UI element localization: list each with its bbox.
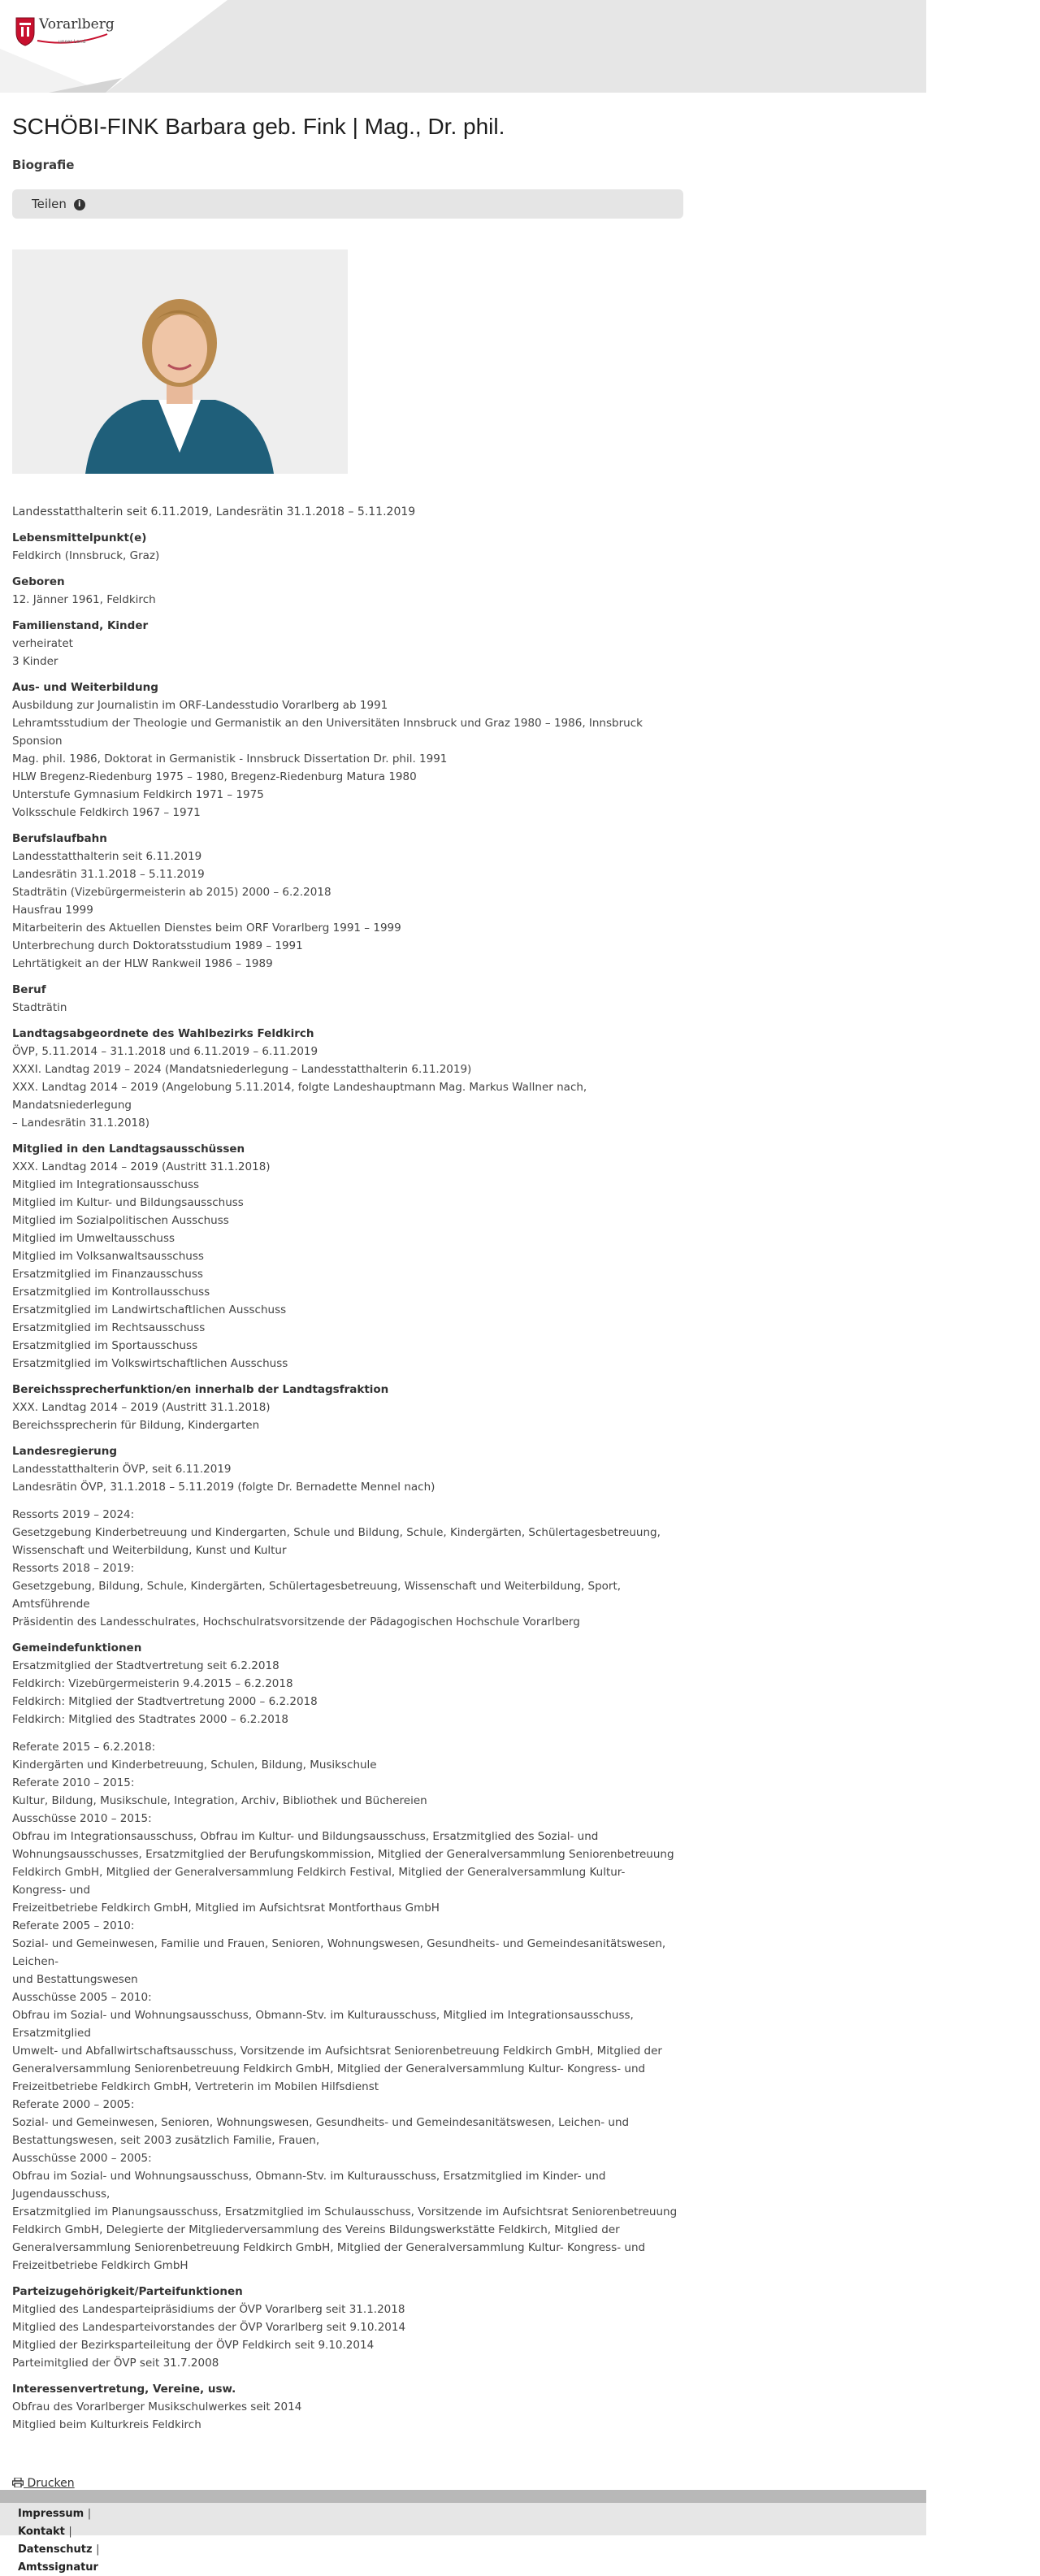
bio-section — [12, 573, 678, 609]
section-line: Ersatzmitglied im Sportausschuss — [12, 1339, 198, 1352]
ressort-line: Gesetzgebung, Bildung, Schule, Kindergärten, Schülertagesbetreuung, Wissenschaft und Weiterbildung, Sport, Amtsführende — [12, 1580, 622, 1611]
referat-line: Ausschüsse 2005 – 2010: — [12, 1991, 152, 2004]
section-line: – Landesrätin 31.1.2018) — [12, 1117, 150, 1130]
footer-links — [18, 2505, 100, 2576]
section-line: Unterbrechung durch Doktoratsstudium 1989 – 1991 — [12, 939, 303, 952]
site-header — [0, 0, 926, 93]
section-line: HLW Bregenz-Riedenburg 1975 – 1980, Bregenz-Riedenburg Matura 1980 — [12, 770, 417, 783]
section-line: XXXI. Landtag 2019 – 2024 (Mandatsniederlegung – Landesstatthalterin 6.11.2019) — [12, 1063, 472, 1076]
referat-line: Feldkirch GmbH, Delegierte der Mitgliederversammlung des Vereins Bildungswerkstätte Feldkirch, Mitglied der — [12, 2223, 620, 2236]
section-line: Mitarbeiterin des Aktuellen Dienstes beim ORF Vorarlberg 1991 – 1999 — [12, 922, 401, 935]
biography-text — [12, 503, 678, 2434]
section-line: Parteimitglied der ÖVP seit 31.7.2008 — [12, 2357, 219, 2370]
bio-section — [12, 617, 678, 670]
section-line: XXX. Landtag 2014 – 2019 (Austritt 31.1.2018) — [12, 1401, 271, 1414]
footer-link-amtssignatur[interactable]: Amtssignatur — [18, 2561, 98, 2574]
bio-section — [12, 1025, 678, 1132]
main-content — [12, 93, 678, 2492]
print-label: Drucken — [27, 2477, 75, 2490]
section-line: Mag. phil. 1986, Doktorat in Germanistik - Innsbruck Dissertation Dr. phil. 1991 — [12, 752, 448, 765]
section-heading: Aus- und Weiterbildung — [12, 681, 158, 694]
referat-line: Wohnungsausschusses, Ersatzmitglied der Berufungskommission, Mitglied der Generalversammlung Seniorenbetreuung — [12, 1848, 674, 1861]
referat-line: Sozial- und Gemeinwesen, Familie und Frauen, Senioren, Wohnungswesen, Gesundheits- und Gemeindesanitätswesen, Leichen- — [12, 1937, 666, 1968]
footer-link-kontakt[interactable]: Kontakt | — [18, 2526, 72, 2538]
referate-block — [12, 1738, 678, 2275]
referat-line: Obfrau im Sozial- und Wohnungsausschuss, Obmann-Stv. im Kulturausschuss, Mitglied im Integrationsausschuss, Ersatzmitglied — [12, 2009, 634, 2040]
section-line: Feldkirch: Mitglied der Stadtvertretung 2000 – 6.2.2018 — [12, 1695, 318, 1708]
section-line: Lehrtätigkeit an der HLW Rankweil 1986 – 1989 — [12, 957, 273, 970]
ressort-line: Gesetzgebung Kinderbetreuung und Kindergarten, Schule und Bildung, Schule, Kindergärten, Schülertagesbetreuung, — [12, 1526, 661, 1539]
section-line: Volksschule Feldkirch 1967 – 1971 — [12, 806, 201, 819]
page-subtitle: Biografie — [12, 158, 75, 172]
info-icon: i — [74, 199, 85, 210]
footer-link-impressum[interactable]: Impressum | — [18, 2508, 92, 2520]
referat-line: und Bestattungswesen — [12, 1973, 138, 1986]
printer-icon — [12, 2478, 24, 2487]
party-sections — [12, 2283, 678, 2434]
section-line: Ersatzmitglied der Stadtvertretung seit 6.2.2018 — [12, 1659, 280, 1672]
bio-section — [12, 2380, 678, 2434]
coat-of-arms-icon — [15, 15, 36, 47]
referat-line: Feldkirch GmbH, Mitglied der Generalversammlung Feldkirch Festival, Mitglied der Generalversammlung Kultur- Kongress- und — [12, 1866, 626, 1897]
section-line: Stadträtin — [12, 1001, 67, 1014]
section-line: Landesrätin 31.1.2018 – 5.11.2019 — [12, 868, 205, 881]
referat-line: Referate 2010 – 2015: — [12, 1776, 135, 1789]
page-title: SCHÖBI-FINK Barbara geb. Fink | Mag., Dr. phil. — [12, 114, 505, 139]
section-heading: Landtagsabgeordnete des Wahlbezirks Feldkirch — [12, 1027, 314, 1040]
section-heading: Lebensmittelpunkt(e) — [12, 531, 147, 544]
section-line: Bereichssprecherin für Bildung, Kindergarten — [12, 1419, 260, 1432]
referat-line: Freizeitbetriebe Feldkirch GmbH, Mitglied im Aufsichtsrat Montforthaus GmbH — [12, 1902, 440, 1915]
section-heading: Mitglied in den Landtagsausschüssen — [12, 1143, 245, 1156]
section-line: Ersatzmitglied im Finanzausschuss — [12, 1268, 203, 1281]
bio-section — [12, 981, 678, 1017]
section-line: Feldkirch (Innsbruck, Graz) — [12, 549, 160, 562]
ressort-line: Präsidentin des Landesschulrates, Hochschulratsvorsitzende der Pädagogischen Hochschule Vorarlberg — [12, 1615, 580, 1628]
section-line: Landesstatthalterin seit 6.11.2019 — [12, 850, 202, 863]
ressorts-block — [12, 1506, 678, 1631]
section-line: 3 Kinder — [12, 655, 58, 668]
bio-section — [12, 1442, 678, 1496]
bio-sections — [12, 529, 678, 1496]
bio-section — [12, 529, 678, 565]
referat-line: Umwelt- und Abfallwirtschaftsausschuss, Vorsitzende im Aufsichtsrat Seniorenbetreuung Feldkirch GmbH, Mitglied der — [12, 2045, 662, 2058]
section-line: Mitglied im Integrationsausschuss — [12, 1178, 200, 1191]
ressort-line: Wissenschaft und Weiterbildung, Kunst und Kultur — [12, 1544, 287, 1557]
section-line: Ersatzmitglied im Volkswirtschaftlichen Ausschuss — [12, 1357, 288, 1370]
bio-section — [12, 679, 678, 822]
section-line: Feldkirch: Vizebürgermeisterin 9.4.2015 – 6.2.2018 — [12, 1677, 293, 1690]
section-line: ÖVP, 5.11.2014 – 31.1.2018 und 6.11.2019 – 6.11.2019 — [12, 1045, 318, 1058]
site-footer — [0, 2503, 926, 2535]
section-heading: Bereichssprecherfunktion/en innerhalb der Landtagsfraktion — [12, 1383, 389, 1396]
referat-line: Generalversammlung Seniorenbetreuung Feldkirch GmbH, Mitglied der Generalversammlung Kultur- Kongress- und — [12, 2241, 646, 2254]
portrait-photo — [12, 249, 348, 474]
referat-line: Ausschüsse 2010 – 2015: — [12, 1812, 152, 1825]
section-line: Ersatzmitglied im Rechtsausschuss — [12, 1321, 206, 1334]
referat-line: Referate 2015 – 6.2.2018: — [12, 1741, 156, 1754]
section-line: Mitglied der Bezirksparteileitung der ÖVP Feldkirch seit 9.10.2014 — [12, 2339, 375, 2352]
section-line: Mitglied im Umweltausschuss — [12, 1232, 176, 1245]
referat-line: Ausschüsse 2000 – 2005: — [12, 2152, 152, 2165]
referat-line: Sozial- und Gemeinwesen, Senioren, Wohnungswesen, Gesundheits- und Gemeindesanitätswesen, Leichen- und — [12, 2116, 630, 2129]
portrait-illustration — [12, 249, 348, 474]
share-button[interactable] — [12, 189, 683, 219]
referat-line: Kindergärten und Kinderbetreuung, Schulen, Bildung, Musikschule — [12, 1759, 377, 1772]
referat-line: Referate 2000 – 2005: — [12, 2098, 135, 2111]
section-line: 12. Jänner 1961, Feldkirch — [12, 593, 156, 606]
header-decoration — [0, 0, 926, 93]
bio-section — [12, 1381, 678, 1434]
gemeinde-section — [12, 1639, 678, 1728]
section-line: XXX. Landtag 2014 – 2019 (Austritt 31.1.2018) — [12, 1160, 271, 1173]
ressort-line: Ressorts 2019 – 2024: — [12, 1508, 135, 1521]
section-heading: Landesregierung — [12, 1445, 117, 1458]
section-line: Mitglied beim Kulturkreis Feldkirch — [12, 2418, 202, 2431]
referat-line: Obfrau im Integrationsausschuss, Obfrau im Kultur- und Bildungsausschuss, Ersatzmitglied des Sozial- und — [12, 1830, 599, 1843]
vorarlberg-logo[interactable] — [11, 10, 115, 55]
referat-line: Bestattungswesen, seit 2003 zusätzlich Familie, Frauen, — [12, 2134, 320, 2147]
referat-line: Obfrau im Sozial- und Wohnungsausschuss, Obmann-Stv. im Kulturausschuss, Ersatzmitglied im Kinder- und Jugendausschuss, — [12, 2170, 606, 2201]
section-heading: Geboren — [12, 575, 65, 588]
section-heading: Parteizugehörigkeit/Parteifunktionen — [12, 2285, 243, 2298]
section-heading: Gemeindefunktionen — [12, 1641, 142, 1654]
section-line: Stadträtin (Vizebürgermeisterin ab 2015) 2000 – 6.2.2018 — [12, 886, 332, 899]
section-heading: Interessenvertretung, Vereine, usw. — [12, 2383, 236, 2396]
intro-text: Landesstatthalterin seit 6.11.2019, Landesrätin 31.1.2018 – 5.11.2019 — [12, 505, 416, 518]
referat-line: Freizeitbetriebe Feldkirch GmbH — [12, 2259, 188, 2272]
section-line: Mitglied im Volksanwaltsausschuss — [12, 1250, 204, 1263]
referat-line: Freizeitbetriebe Feldkirch GmbH, Vertreterin im Mobilen Hilfsdienst — [12, 2080, 379, 2093]
section-line: Feldkirch: Mitglied des Stadtrates 2000 – 6.2.2018 — [12, 1713, 288, 1726]
section-line: Ausbildung zur Journalistin im ORF-Landesstudio Vorarlberg ab 1991 — [12, 699, 388, 712]
logo-subtext: unser Land — [58, 39, 86, 45]
section-line: Landesrätin ÖVP, 31.1.2018 – 5.11.2019 (folgte Dr. Bernadette Mennel nach) — [12, 1481, 436, 1494]
share-label: Teilen — [32, 197, 67, 211]
footer-band — [0, 2490, 926, 2503]
referat-line: Referate 2005 – 2010: — [12, 1919, 135, 1932]
footer-link-datenschutz[interactable]: Datenschutz | — [18, 2543, 100, 2556]
bio-section — [12, 830, 678, 973]
referat-line: Generalversammlung Seniorenbetreuung Feldkirch GmbH, Mitglied der Generalversammlung Kultur- Kongress- und — [12, 2062, 646, 2075]
section-line: Unterstufe Gymnasium Feldkirch 1971 – 1975 — [12, 788, 264, 801]
section-heading: Berufslaufbahn — [12, 832, 107, 845]
section-line: Hausfrau 1999 — [12, 904, 93, 917]
section-line: Obfrau des Vorarlberger Musikschulwerkes seit 2014 — [12, 2400, 302, 2413]
section-line: Lehramtsstudium der Theologie und Germanistik an den Universitäten Innsbruck und Graz 1980 – 1986, Innsbruck Sponsion — [12, 717, 643, 748]
referat-line: Ersatzmitglied im Planungsausschuss, Ersatzmitglied im Schulausschuss, Vorsitzende im Aufsichtsrat Seniorenbetreuung — [12, 2205, 678, 2218]
section-line: Landesstatthalterin ÖVP, seit 6.11.2019 — [12, 1463, 232, 1476]
section-heading: Familienstand, Kinder — [12, 619, 149, 632]
section-line: XXX. Landtag 2014 – 2019 (Angelobung 5.11.2014, folgte Landeshauptmann Mag. Markus Wallner nach, Mandatsniederlegung — [12, 1081, 587, 1112]
section-line: Mitglied im Kultur- und Bildungsausschuss — [12, 1196, 244, 1209]
logo-text: Vorarlberg — [39, 16, 115, 33]
section-heading: Beruf — [12, 983, 46, 996]
section-line: Ersatzmitglied im Landwirtschaftlichen Ausschuss — [12, 1303, 287, 1316]
bio-section — [12, 2283, 678, 2372]
section-line: Ersatzmitglied im Kontrollausschuss — [12, 1286, 210, 1299]
section-line: Mitglied im Sozialpolitischen Ausschuss — [12, 1214, 229, 1227]
section-line: Mitglied des Landesparteipräsidiums der ÖVP Vorarlberg seit 31.1.2018 — [12, 2303, 405, 2316]
section-line: verheiratet — [12, 637, 73, 650]
referat-line: Kultur, Bildung, Musikschule, Integration, Archiv, Bibliothek und Büchereien — [12, 1794, 427, 1807]
section-line: Mitglied des Landesparteivorstandes der ÖVP Vorarlberg seit 9.10.2014 — [12, 2321, 406, 2334]
bio-section — [12, 1140, 678, 1373]
ressort-line: Ressorts 2018 – 2019: — [12, 1562, 135, 1575]
